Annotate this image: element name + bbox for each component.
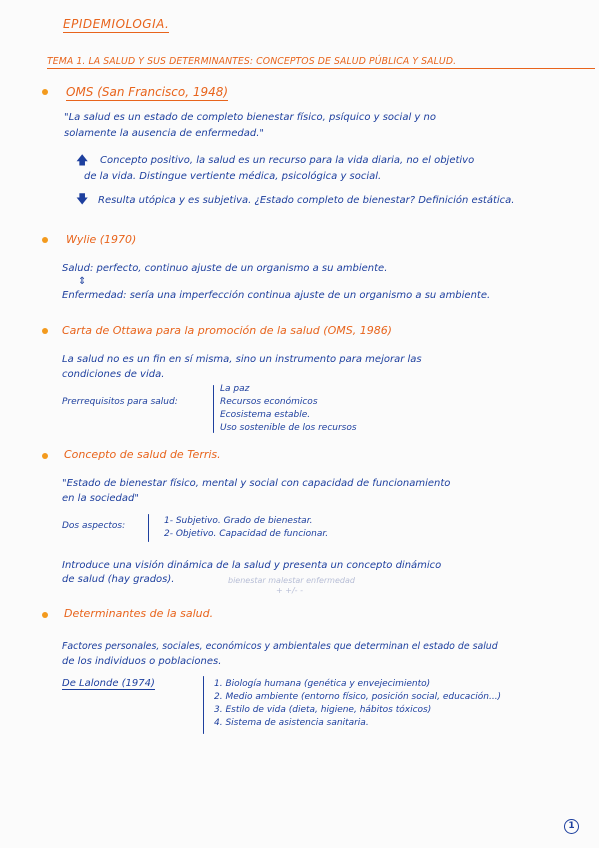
list-item: 1. Biología humana (genética y envejecimiento) — [214, 679, 431, 689]
determinantes-heading: Determinantes de la salud. — [64, 607, 214, 620]
oms-definition-line-2: solamente la ausencia de enfermedad." — [64, 128, 264, 139]
wylie-salud: Salud: perfecto, continuo ajuste de un organismo a su ambiente. — [62, 263, 388, 274]
ottawa-line-1: La salud no es un fin en sí misma, sino un instrumento para mejorar las — [62, 354, 422, 365]
ottawa-line-2: condiciones de vida. — [62, 369, 165, 380]
page-number: 1 — [564, 819, 579, 834]
list-item: 2- Objetivo. Capacidad de funcionar. — [164, 529, 329, 539]
arrow-up-icon: 🡅 — [76, 153, 89, 167]
terris-definition-line-1: "Estado de bienestar físico, mental y social con capacidad de funcionamiento — [62, 478, 451, 489]
terris-definition-line-2: en la sociedad" — [62, 493, 139, 504]
tema-heading: TEMA 1. LA SALUD Y SUS DETERMINANTES: CONCEPTOS DE SALUD PÚBLICA Y SALUD. — [47, 56, 595, 69]
oms-positive-line-2: de la vida. Distingue vertiente médica, psicológica y social. — [84, 171, 382, 182]
wylie-heading: Wylie (1970) — [66, 233, 137, 246]
prereq-brace — [213, 385, 214, 433]
list-item: Ecosistema estable. — [220, 410, 311, 420]
oms-positive-line-1: Concepto positivo, la salud es un recurso para la vida diaria, no el objetivo — [100, 155, 475, 166]
aspects-label: Dos aspectos: — [62, 521, 126, 531]
list-item: La paz — [220, 384, 250, 394]
list-item: 1- Subjetivo. Grado de bienestar. — [164, 516, 313, 526]
terris-final-line-1: Introduce una visión dinámica de la salud y presenta un concepto dinámico — [62, 560, 442, 571]
prereq-list — [220, 383, 357, 435]
determinantes-line-1: Factores personales, sociales, económicos y ambientales que determinan el estado de salud — [62, 641, 498, 652]
terris-faint-note-1: bienestar malestar enfermedad — [228, 576, 355, 585]
terris-faint-note-2: + +/- - — [276, 586, 303, 595]
oms-negative-line: Resulta utópica y es subjetiva. ¿Estado completo de bienestar? Definición estática. — [98, 195, 515, 206]
terris-heading: Concepto de salud de Terris. — [64, 448, 221, 461]
bullet-icon — [42, 89, 48, 95]
list-item: 4. Sistema de asistencia sanitaria. — [214, 718, 369, 728]
ottawa-heading: Carta de Ottawa para la promoción de la salud (OMS, 1986) — [62, 324, 392, 337]
list-item: Recursos económicos — [220, 397, 318, 407]
oms-definition-line-1: "La salud es un estado de completo bienestar físico, psíquico y social y no — [64, 112, 436, 123]
list-item: Uso sostenible de los recursos — [220, 423, 357, 433]
oms-heading: OMS (San Francisco, 1948) — [66, 85, 229, 99]
wylie-enfermedad: Enfermedad: sería una imperfección continua ajuste de un organismo a su ambiente. — [62, 290, 491, 301]
bullet-icon — [42, 612, 48, 618]
list-item: 3. Estilo de vida (dieta, higiene, hábitos tóxicos) — [214, 705, 432, 715]
prereq-label: Prerrequisitos para salud: — [62, 397, 178, 407]
bullet-icon — [42, 237, 48, 243]
lalonde-label: De Lalonde (1974) — [62, 678, 155, 689]
aspects-list — [164, 515, 328, 541]
page-title: EPIDEMIOLOGIA. — [63, 17, 170, 31]
updown-arrow-icon: ⇕ — [78, 276, 87, 287]
lalonde-list — [214, 678, 501, 730]
arrow-down-icon: 🡇 — [76, 192, 89, 206]
aspects-brace — [148, 514, 149, 542]
terris-final-line-2: de salud (hay grados). — [62, 574, 175, 585]
bullet-icon — [42, 453, 48, 459]
bullet-icon — [42, 328, 48, 334]
list-item: 2. Medio ambiente (entorno físico, posición social, educación...) — [214, 692, 502, 702]
determinantes-line-2: de los individuos o poblaciones. — [62, 656, 222, 667]
lalonde-brace — [203, 676, 204, 734]
